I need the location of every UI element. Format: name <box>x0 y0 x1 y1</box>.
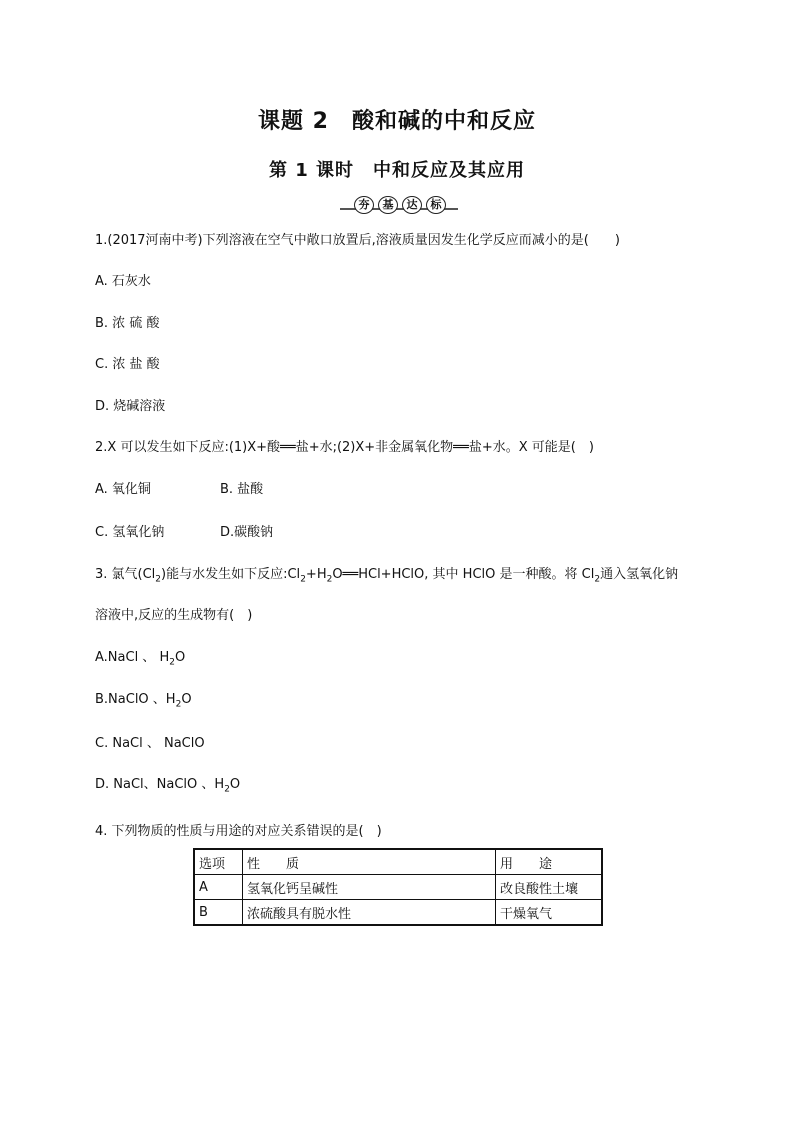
banner-char-4: 标 <box>426 196 446 214</box>
question-3-stem: 3. 氯气$(Cl_2)$能与水发生如下反应$:Cl_2+H_2O══HCl+HClO$, 其中 HClO 是一种酸。将 $Cl_2$通入氢氧化钠 <box>95 567 679 585</box>
banner-char-2: 基 <box>378 196 398 214</box>
question-3-option-d: D. NaCl、NaClO 、$H_2O$ <box>95 777 241 795</box>
lesson-subtitle: 第 1 课时 中和反应及其应用 <box>268 160 526 181</box>
question-2-option-c: C. 氢氧化钠 <box>95 525 165 540</box>
question-4-stem: 4. 下列物质的性质与用途的对应关系错误的是( ) <box>95 824 382 839</box>
table-header-cell: 用 途 <box>496 849 603 875</box>
question-1-stem: 1.(2017河南中考)下列溶液在空气中敞口放置后,溶液质量因发生化学反应而减小的是( ) <box>95 233 620 248</box>
question-2-option-b: B. 盐酸 <box>220 482 264 497</box>
table-cell: 改良酸性土壤 <box>496 875 603 900</box>
table-cell: A <box>194 875 243 900</box>
question-1-option-b: B. 浓 硫 酸 <box>95 316 160 331</box>
section-banner <box>340 196 458 214</box>
table-header-cell: 性 质 <box>243 849 496 875</box>
question-1-option-a: A. 石灰水 <box>95 274 151 289</box>
table-row <box>194 900 602 926</box>
question-1-option-c: C. 浓 盐 酸 <box>95 357 160 372</box>
banner-char-3: 达 <box>402 196 422 214</box>
question-3-option-b: B.NaClO 、$H_2O$ <box>95 692 192 710</box>
properties-table <box>193 848 603 926</box>
page-title: 课题 2 酸和碱的中和反应 <box>258 109 536 134</box>
table-header-cell: 选项 <box>194 849 243 875</box>
question-1-option-d: D. 烧碱溶液 <box>95 399 166 414</box>
question-2-option-d: D.碳酸钠 <box>220 525 274 540</box>
banner-char-1: 夯 <box>354 196 374 214</box>
question-3-option-c: C. NaCl 、 NaClO <box>95 736 205 751</box>
question-3-stem-line2: 溶液中,反应的生成物有( ) <box>95 608 253 623</box>
table-header-row <box>194 849 602 875</box>
question-2-stem: 2.X 可以发生如下反应:(1)X+酸══盐+水;(2)X+非金属氧化物══盐+水。X 可能是( ) <box>95 440 594 455</box>
table-cell: 干燥氧气 <box>496 900 603 926</box>
question-3-option-a: A.NaCl 、 $H_2O$ <box>95 650 186 668</box>
table-row <box>194 875 602 900</box>
table-cell: 氢氧化钙呈碱性 <box>243 875 496 900</box>
question-2-option-a: A. 氧化铜 <box>95 482 151 497</box>
table-cell: 浓硫酸具有脱水性 <box>243 900 496 926</box>
table-cell: B <box>194 900 243 926</box>
